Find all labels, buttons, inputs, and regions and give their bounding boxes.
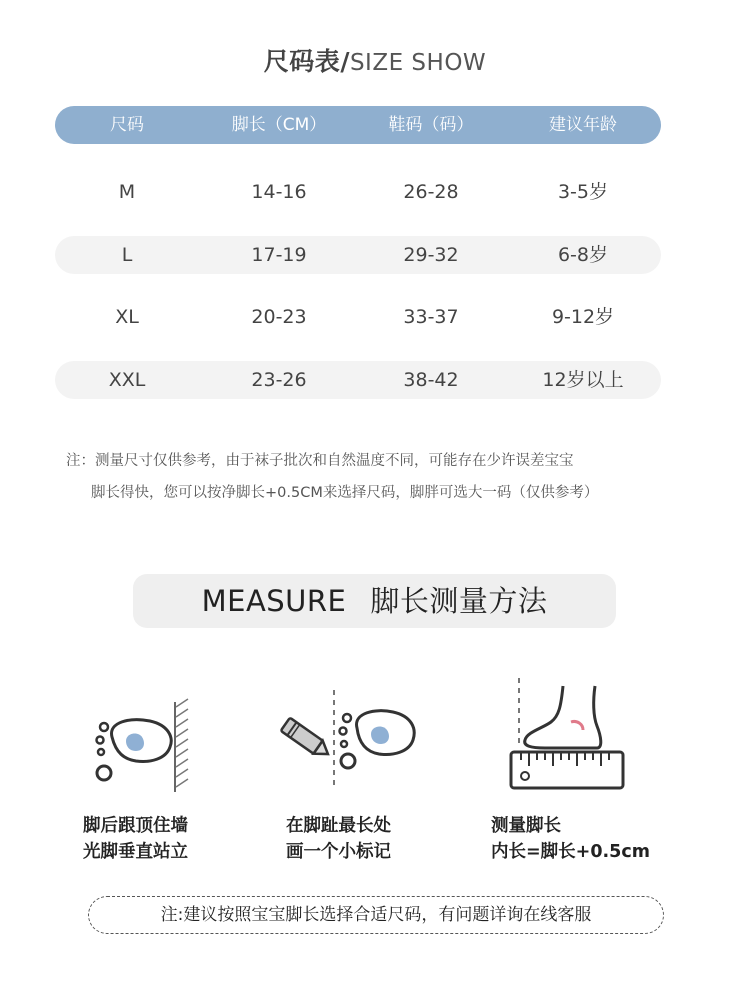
- cell-shoe-size: 33-37: [403, 306, 459, 328]
- cell-age: 9-12岁: [551, 306, 615, 328]
- step-3-line2: 内长=脚长+0.5cm: [491, 842, 650, 862]
- cell-size: XL: [115, 306, 139, 328]
- bottom-note: 注:建议按照宝宝脚长选择合适尺码，有问题详询在线客服: [88, 896, 664, 934]
- title-slash: /: [340, 47, 350, 76]
- cell-shoe-size: 38-42: [403, 369, 459, 391]
- title-cn: 尺码表: [263, 47, 341, 76]
- step-3-line1: 测量脚长: [491, 816, 561, 836]
- table-row: [55, 173, 661, 211]
- size-table-header: [55, 106, 661, 144]
- page-title: [0, 42, 750, 78]
- table-row: [55, 298, 661, 336]
- title-en: SIZE SHOW: [349, 50, 487, 76]
- measure-title-en: MEASURE: [201, 584, 347, 618]
- header-shoe-size: 鞋码（码）: [388, 115, 474, 135]
- measure-banner: [133, 574, 616, 628]
- cell-size: M: [118, 181, 136, 203]
- size-note-line2: 脚长得快，您可以按净脚长+0.5CM来选择尺码，脚胖可选大一码（仅供参考）: [91, 485, 599, 501]
- cell-age: 12岁以上: [542, 369, 624, 391]
- cell-foot-length: 20-23: [251, 306, 307, 328]
- cell-age: 6-8岁: [557, 244, 609, 266]
- step-1-line1: 脚后跟顶住墙: [83, 816, 188, 836]
- step-3-caption: [491, 813, 650, 865]
- cell-foot-length: 17-19: [251, 244, 307, 266]
- pencil-mark-toe-icon: [275, 688, 420, 788]
- foot-on-ruler-icon: [505, 676, 630, 794]
- step-1-line2: 光脚垂直站立: [83, 842, 188, 862]
- cell-foot-length: 23-26: [251, 369, 307, 391]
- size-note-line1: 注：测量尺寸仅供参考，由于袜子批次和自然温度不同，可能存在少许误差宝宝: [66, 453, 574, 469]
- step-2-line1: 在脚趾最长处: [286, 816, 391, 836]
- cell-age: 3-5岁: [557, 181, 609, 203]
- table-row: [55, 361, 661, 399]
- header-age: 建议年龄: [549, 115, 617, 135]
- header-foot-length: 脚长（CM）: [231, 115, 327, 135]
- step-2-line2: 画一个小标记: [286, 842, 391, 862]
- size-note: [66, 445, 686, 509]
- step-2-caption: [286, 813, 391, 865]
- cell-size: XXL: [108, 369, 146, 391]
- measure-title-cn: 脚长测量方法: [370, 584, 548, 618]
- cell-shoe-size: 26-28: [403, 181, 459, 203]
- table-row: [55, 236, 661, 274]
- header-size: 尺码: [110, 115, 144, 135]
- foot-against-wall-icon: [90, 697, 200, 797]
- cell-size: L: [121, 244, 133, 266]
- cell-shoe-size: 29-32: [403, 244, 459, 266]
- cell-foot-length: 14-16: [251, 181, 307, 203]
- step-1-caption: [83, 813, 188, 865]
